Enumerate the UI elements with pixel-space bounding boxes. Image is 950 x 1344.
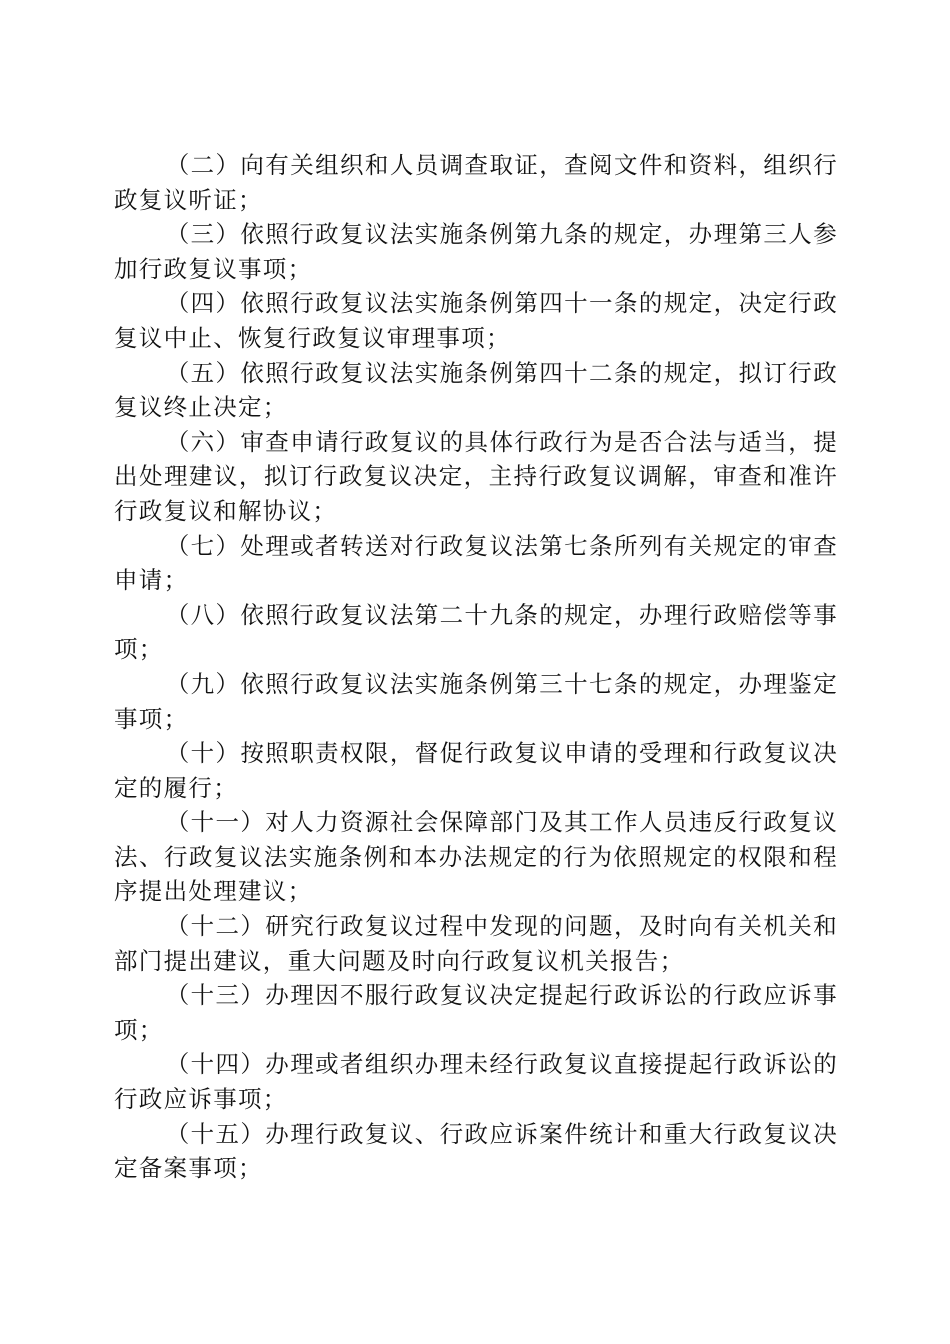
paragraph-item-2: （二）向有关组织和人员调查取证，查阅文件和资料，组织行政复议听证；: [114, 151, 838, 214]
paragraph-item-9: （九）依照行政复议法实施条例第三十七条的规定，办理鉴定事项；: [114, 669, 838, 733]
paragraph-item-10: （十）按照职责权限，督促行政复议申请的受理和行政复议决定的履行；: [114, 739, 838, 802]
paragraph-item-12: （十二）研究行政复议过程中发现的问题，及时向有关机关和部门提出建议，重大问题及时向行政复议机关报告；: [114, 912, 838, 975]
paragraph-item-15: （十五）办理行政复议、行政应诉案件统计和重大行政复议决定备案事项；: [114, 1119, 838, 1183]
paragraph-item-8: （八）依照行政复议法第二十九条的规定，办理行政赔偿等事项；: [114, 600, 838, 664]
paragraph-item-5: （五）依照行政复议法实施条例第四十二条的规定，拟订行政复议终止决定；: [114, 358, 838, 422]
paragraph-item-11: （十一）对人力资源社会保障部门及其工作人员违反行政复议法、行政复议法实施条例和本办法规定的行为依照规定的权限和程序提出处理建议；: [114, 808, 838, 906]
paragraph-item-7: （七）处理或者转送对行政复议法第七条所列有关规定的审查申请；: [114, 531, 838, 595]
paragraph-item-13: （十三）办理因不服行政复议决定提起行政诉讼的行政应诉事项；: [114, 981, 838, 1044]
paragraph-item-4: （四）依照行政复议法实施条例第四十一条的规定，决定行政复议中止、恢复行政复议审理事项；: [114, 289, 838, 352]
document-page: [114, 148, 838, 1186]
paragraph-item-14: （十四）办理或者组织办理未经行政复议直接提起行政诉讼的行政应诉事项；: [114, 1050, 838, 1114]
paragraph-item-6: （六）审查申请行政复议的具体行政行为是否合法与适当，提出处理建议，拟订行政复议决定，主持行政复议调解，审查和准许行政复议和解协议；: [114, 427, 838, 525]
paragraph-item-3: （三）依照行政复议法实施条例第九条的规定，办理第三人参加行政复议事项；: [114, 220, 838, 283]
